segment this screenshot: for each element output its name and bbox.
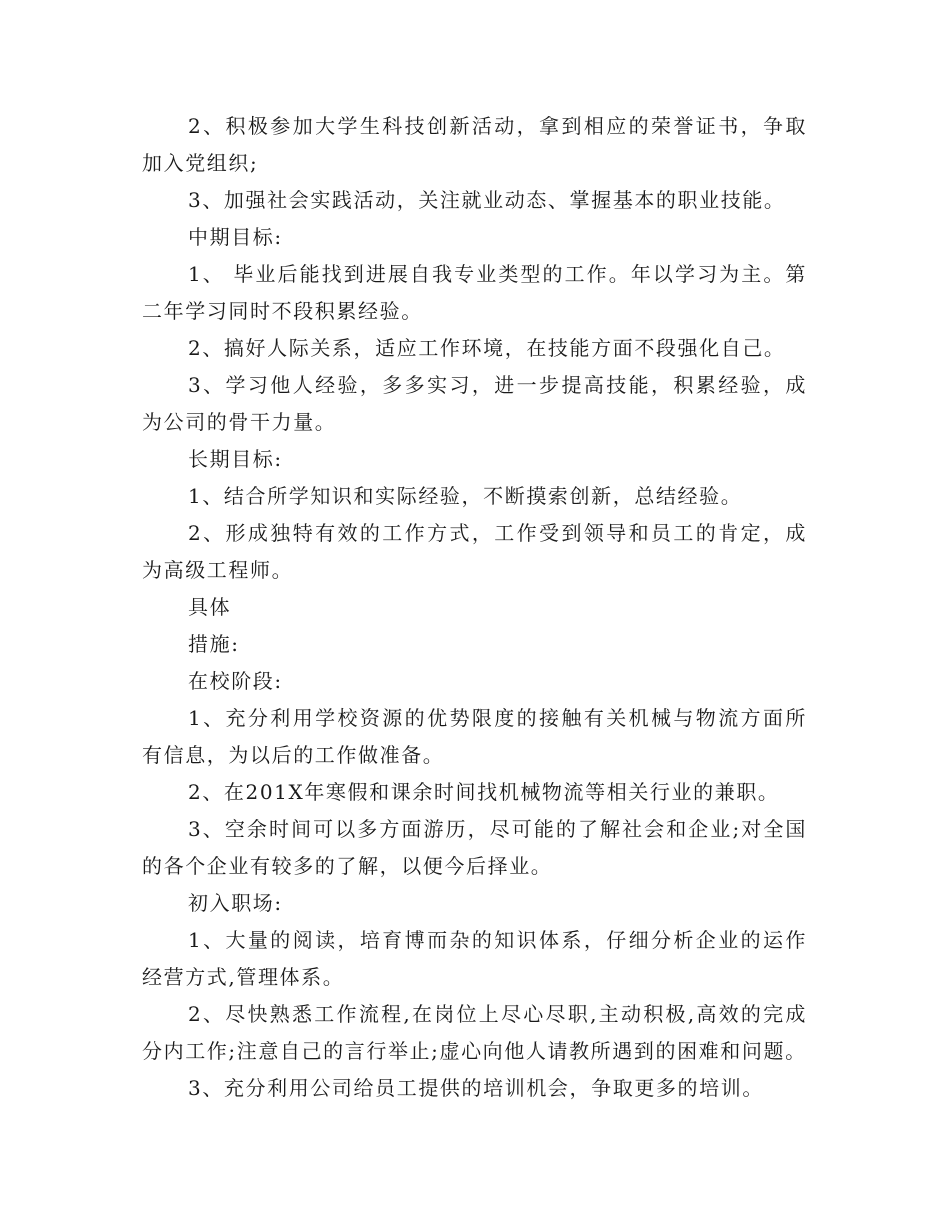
heading-specific: 具体 — [188, 595, 232, 619]
paragraph-mid-1: 1、 毕业后能找到进展自我专业类型的工作。年以学习为主。第二年学习同时不段积累经验。 — [142, 262, 807, 323]
paragraph-mid-2: 2、搞好人际关系，适应工作环境，在技能方面不段强化自己。 — [188, 336, 786, 360]
heading-school-stage: 在校阶段: — [188, 669, 283, 693]
paragraph-school-2: 2、在201X年寒假和课余时间找机械物流等相关行业的兼职。 — [188, 780, 780, 804]
paragraph-work-2: 2、尽快熟悉工作流程,在岗位上尽心尽职,主动积极,高效的完成分内工作;注意自己的言行举止;虚心向他人请教所遇到的困难和问题。 — [142, 1002, 807, 1063]
paragraph-school-1: 1、充分利用学校资源的优势限度的接触有关机械与物流方面所有信息，为以后的工作做准备。 — [142, 706, 807, 767]
paragraph-long-1: 1、结合所学知识和实际经验，不断摸索创新，总结经验。 — [188, 484, 743, 508]
paragraph-work-1: 1、大量的阅读，培育博而杂的知识体系，仔细分析企业的运作经营方式,管理体系。 — [142, 928, 807, 989]
paragraph-long-2: 2、形成独特有效的工作方式，工作受到领导和员工的肯定，成为高级工程师。 — [142, 521, 807, 582]
paragraph-goal-3: 3、加强社会实践活动，关注就业动态、掌握基本的职业技能。 — [188, 188, 786, 212]
paragraph-work-3: 3、充分利用公司给员工提供的培训机会，争取更多的培训。 — [188, 1076, 764, 1100]
heading-measures: 措施: — [188, 632, 240, 656]
paragraph-goal-2: 2、积极参加大学生科技创新活动，拿到相应的荣誉证书，争取加入党组织; — [142, 114, 807, 175]
heading-entering-workplace: 初入职场: — [188, 891, 283, 915]
paragraph-mid-3: 3、学习他人经验，多多实习，进一步提高技能，积累经验，成为公司的骨干力量。 — [142, 373, 807, 434]
heading-long-term-goals: 长期目标: — [188, 447, 283, 471]
paragraph-school-3: 3、空余时间可以多方面游历，尽可能的了解社会和企业;对全国的各个企业有较多的了解，以便今后择业。 — [142, 817, 807, 878]
document-body — [142, 108, 807, 1107]
heading-mid-term-goals: 中期目标: — [188, 225, 283, 249]
